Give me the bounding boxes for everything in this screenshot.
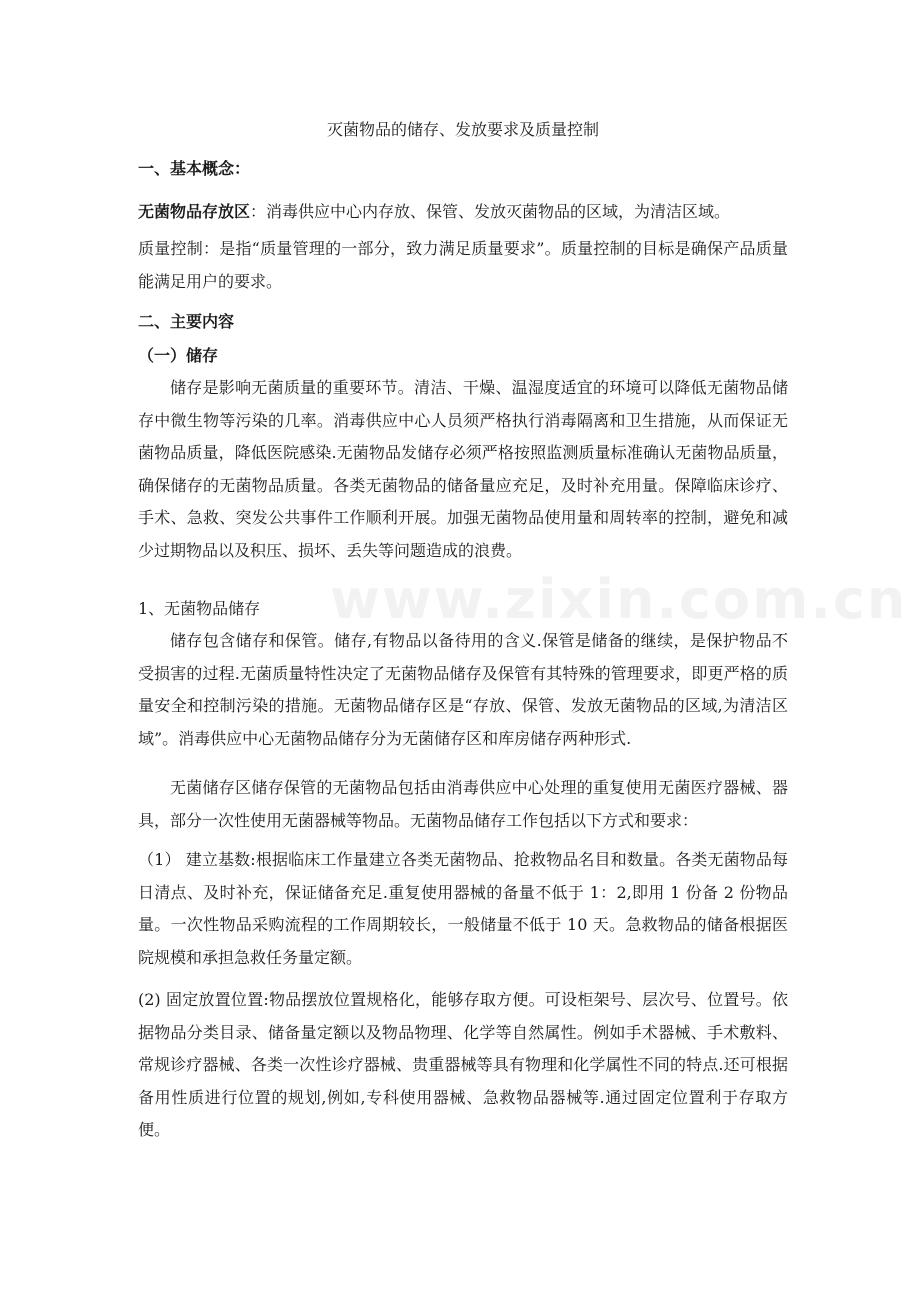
section-heading-main-content: 二、主要内容 [138, 312, 235, 331]
subheading-sterile-storage: 1、无菌物品储存 [138, 599, 261, 618]
subsection-heading-storage: （一）储存 [138, 346, 219, 365]
paragraph-storage-area-items: 无菌储存区储存保管的无菌物品包括由消毒供应中心处理的重复使用无菌医疗器械、器具，部分一次性使用无菌器械等物品。无菌物品储存工作包括以下方式和要求： [138, 778, 788, 830]
document-title: 灭菌物品的储存、发放要求及质量控制 [326, 120, 599, 139]
paragraph-storage-and-custody: 储存包含储存和保管。储存,有物品以备待用的含义.保管是储备的继续，是保护物品不受损害的过程.无菌质量特性决定了无菌物品储存及保管有其特殊的管理要求，即更严格的质量安全和控制污染的措施。无菌物品储存区是“存放、保管、发放无菌物品的区域,为清洁区域”。消毒供应中心无菌物品储存分为无菌储存区和库房储存两种形式. [138, 631, 788, 748]
definition-quality-control: 质量控制：是指“质量管理的一部分，致力满足质量要求”。质量控制的目标是确保产品质量能满足用户的要求。 [138, 239, 788, 291]
definition-sterile-storage-area [138, 200, 730, 224]
section-heading-basic-concepts: 一、基本概念： [138, 159, 251, 178]
list-item-fixed-position: (2) 固定放置位置:物品摆放位置规格化，能够存取方便。可设柜架号、层次号、位置号。依据物品分类目录、储备量定额以及物品物理、化学等自然属性。例如手术器械、手术敷料、常规诊疗器械、各类一次性诊疗器械、贵重器械等具有物理和化学属性不同的特点.还可根据备用性质进行位置的规划,例如,专科使用器械、急救物品器械等.通过固定位置利于存取方便。 [138, 990, 788, 1140]
definition-term: 无菌物品存放区 [138, 202, 251, 221]
watermark: www.zixin.com.cn [330, 568, 908, 631]
definition-text: ：消毒供应中心内存放、保管、发放灭菌物品的区域，为清洁区域。 [250, 202, 731, 221]
list-item-establish-base: （1） 建立基数:根据临床工作量建立各类无菌物品、抢救物品名目和数量。各类无菌物品每日清点、及时补充，保证储备充足.重复使用器械的备量不低于 1：2,即用 1 份备 2 份物品量。一次性物品采购流程的工作周期较长，一般储量不低于 10 天。急救物品的储备根据医院规模和承担急救任务量定额。 [138, 850, 788, 967]
paragraph-storage-intro: 储存是影响无菌质量的重要环节。清洁、干燥、温湿度适宜的环境可以降低无菌物品储存中微生物等污染的几率。消毒供应中心人员须严格执行消毒隔离和卫生措施，从而保证无菌物品质量，降低医院感染.无菌物品发储存必须严格按照监测质量标准确认无菌物品质量，确保储存的无菌物品质量。各类无菌物品的储备量应充足，及时补充用量。保障临床诊疗、手术、急救、突发公共事件工作顺利开展。加强无菌物品使用量和周转率的控制，避免和减少过期物品以及积压、损坏、丢失等问题造成的浪费。 [138, 378, 788, 560]
